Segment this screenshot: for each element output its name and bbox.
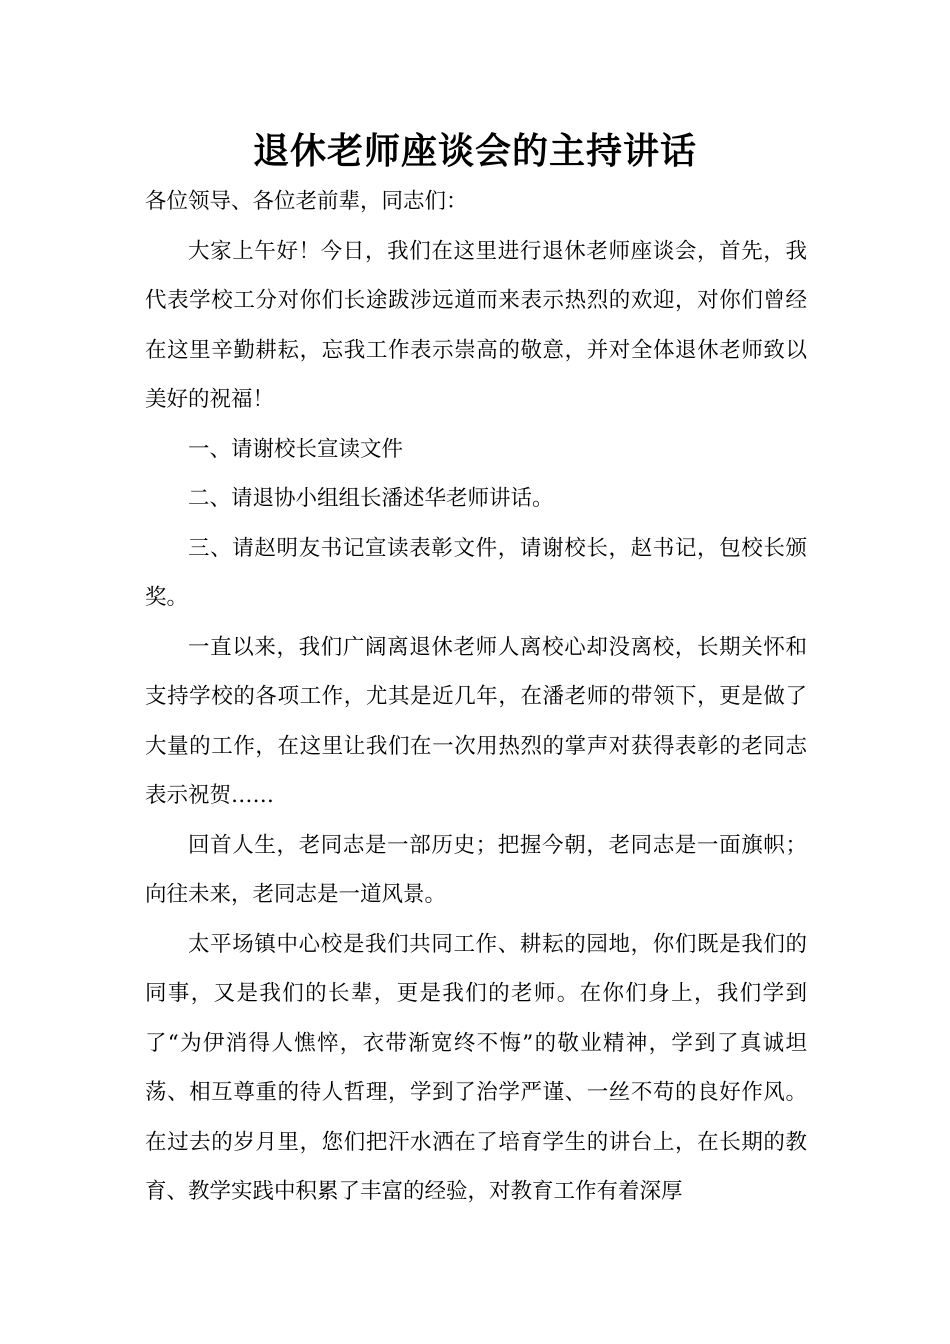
paragraph-welcome: 大家上午好！今日，我们在这里进行退休老师座谈会，首先，我代表学校工分对你们长途跋涉远道而来表示热烈的欢迎，对你们曾经在这里辛勤耕耘，忘我工作表示崇高的敬意，并对全体退休老师致以美好的祝福！ bbox=[145, 238, 807, 412]
paragraph-agenda-1: 一、请谢校长宣读文件 bbox=[188, 436, 404, 462]
paragraph-agenda-3: 三、请赵明友书记宣读表彰文件，请谢校长，赵书记，包校长颁奖。 bbox=[145, 535, 807, 610]
document-body bbox=[145, 177, 807, 1217]
salutation: 各位领导、各位老前辈，同志们： bbox=[145, 189, 468, 214]
paragraph-tribute: 太平场镇中心校是我们共同工作、耕耘的园地，你们既是我们的同事，又是我们的长辈，更是我们的老师。在你们身上，我们学到了“为伊消得人憔悴，衣带渐宽终不悔”的敬业精神，学到了真诚坦荡、相互尊重的待人哲理，学到了治学严谨、一丝不苟的良好作风。在过去的岁月里，您们把汗水洒在了培育学生的讲台上，在长期的教育、教学实践中积累了丰富的经验，对教育工作有着深厚 bbox=[145, 931, 807, 1204]
paragraph-reflection: 回首人生，老同志是一部历史；把握今朝，老同志是一面旗帜；向往未来，老同志是一道风景。 bbox=[145, 832, 807, 907]
paragraph-praise: 一直以来，我们广阔离退休老师人离校心却没离校，长期关怀和支持学校的各项工作，尤其是近几年，在潘老师的带领下，更是做了大量的工作，在这里让我们在一次用热烈的掌声对获得表彰的老同志表示祝贺…… bbox=[145, 634, 807, 808]
document-title: 退休老师座谈会的主持讲话 bbox=[252, 131, 697, 172]
paragraph-agenda-2: 二、请退协小组组长潘述华老师讲话。 bbox=[188, 486, 554, 511]
